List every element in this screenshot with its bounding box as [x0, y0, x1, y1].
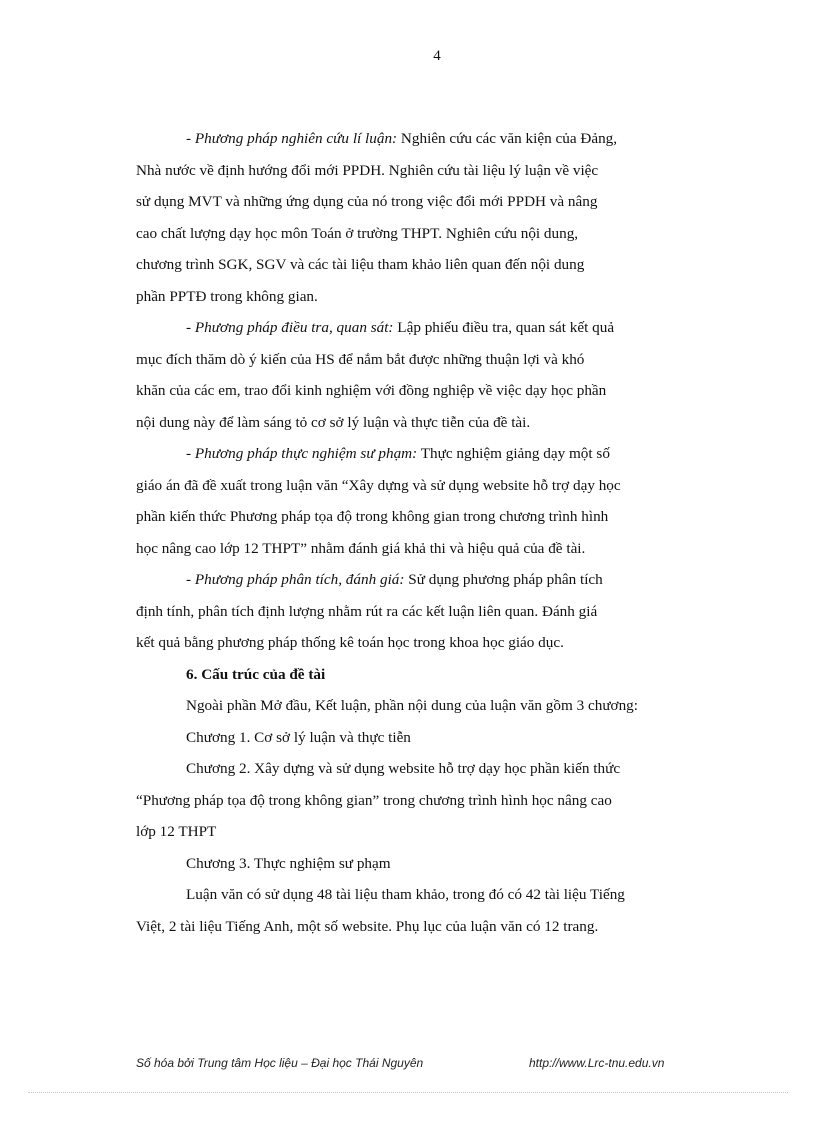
- text-line: học nâng cao lớp 12 THPT” nhằm đánh giá khả thi và hiệu quả của đề tài.: [136, 539, 586, 557]
- text-line: “Phương pháp tọa độ trong không gian” trong chương trình hình học nâng cao: [136, 791, 612, 809]
- text-line: Ngoài phần Mở đầu, Kết luận, phần nội dung của luận văn gồm 3 chương:: [186, 697, 638, 714]
- text-line: phần PPTĐ trong không gian.: [136, 287, 318, 305]
- text-line: Sử dụng phương pháp phân tích: [404, 571, 603, 588]
- text-line: sử dụng MVT và những ứng dụng của nó trong việc đổi mới PPDH và nâng: [136, 193, 598, 210]
- paragraph-experiment: [136, 438, 718, 470]
- method-label: - Phương pháp phân tích, đánh giá:: [186, 571, 405, 588]
- text-line: Thực nghiệm giảng dạy một số: [417, 445, 610, 462]
- text-line: lớp 12 THPT: [136, 823, 217, 840]
- text-line: Lập phiếu điều tra, quan sát kết quả: [393, 319, 615, 336]
- section-heading: 6. Cấu trúc của đề tài: [186, 665, 326, 683]
- text-line: Nhà nước về định hướng đổi mới PPDH. Nghiên cứu tài liệu lý luận về việc: [136, 161, 599, 179]
- text-line: khăn của các em, trao đổi kinh nghiệm với đồng nghiệp về việc dạy học phần: [136, 382, 607, 399]
- text-line: nội dung này để làm sáng tỏ cơ sở lý luận và thực tiễn của đề tài.: [136, 413, 531, 431]
- document-body: [136, 123, 718, 942]
- chapter-3: Chương 3. Thực nghiệm sư phạm: [186, 854, 391, 872]
- paragraph-research-theory: [136, 123, 718, 155]
- footer-credit: Số hóa bởi Trung tâm Học liệu – Đại học Thái Nguyên: [136, 1056, 424, 1070]
- text-line: Luận văn có sử dụng 48 tài liệu tham khảo, trong đó có 42 tài liệu Tiếng: [186, 886, 625, 903]
- paragraph-survey: [136, 312, 718, 344]
- text-line: Việt, 2 tài liệu Tiếng Anh, một số website. Phụ lục của luận văn có 12 trang.: [136, 917, 599, 935]
- text-line: mục đích thăm dò ý kiến của HS để nắm bắt được những thuận lợi và khó: [136, 350, 585, 368]
- text-line: Nghiên cứu các văn kiện của Đảng,: [397, 130, 618, 147]
- chapter-1: Chương 1. Cơ sở lý luận và thực tiễn: [186, 728, 411, 746]
- method-label: - Phương pháp thực nghiệm sư phạm:: [186, 445, 418, 462]
- method-label: - Phương pháp điều tra, quan sát:: [186, 319, 394, 336]
- chapter-2: Chương 2. Xây dựng và sử dụng website hỗ trợ dạy học phần kiến thức: [186, 760, 621, 777]
- text-line: phần kiến thức Phương pháp tọa độ trong không gian trong chương trình hình: [136, 508, 609, 525]
- text-line: chương trình SGK, SGV và các tài liệu tham khảo liên quan đến nội dung: [136, 256, 585, 273]
- text-line: định tính, phân tích định lượng nhằm rút ra các kết luận liên quan. Đánh giá: [136, 602, 598, 620]
- text-line: kết quả bằng phương pháp thống kê toán học trong khoa học giáo dục.: [136, 634, 564, 651]
- paragraph-analysis: [136, 564, 718, 596]
- method-label: - Phương pháp nghiên cứu lí luận:: [186, 130, 398, 147]
- text-line: cao chất lượng dạy học môn Toán ở trường THPT. Nghiên cứu nội dung,: [136, 224, 579, 242]
- text-line: giáo án đã đề xuất trong luận văn “Xây dựng và sử dụng website hỗ trợ dạy học: [136, 476, 621, 494]
- footer-url[interactable]: http://www.Lrc-tnu.edu.vn: [529, 1056, 665, 1070]
- page-number: 4: [433, 48, 441, 64]
- page-bottom-border: [28, 1092, 788, 1093]
